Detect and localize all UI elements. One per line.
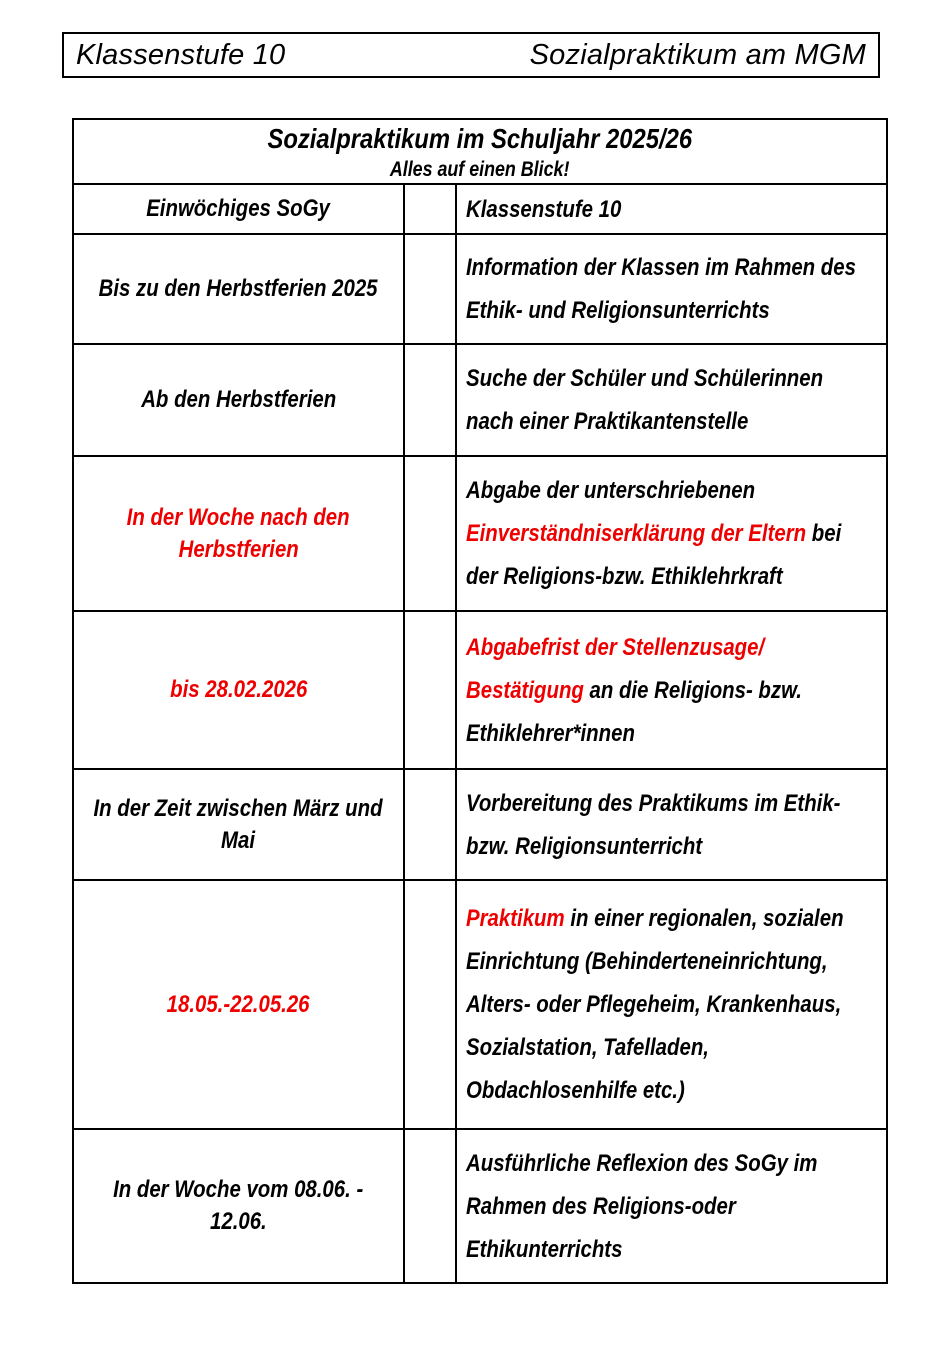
text-line	[113, 1174, 363, 1206]
text-segment: Ethiklehrer*innen	[466, 719, 635, 747]
text-line	[466, 400, 748, 443]
spacer-cell	[403, 612, 455, 768]
page-header-right: Sozialpraktikum am MGM	[529, 38, 866, 71]
date-cell	[74, 235, 403, 343]
schedule-table	[72, 118, 888, 1284]
text-line	[210, 1206, 267, 1238]
spacer-cell	[403, 457, 455, 610]
table-row	[74, 233, 886, 343]
table-row	[74, 455, 886, 610]
text-line	[127, 502, 350, 534]
date-cell	[74, 770, 403, 879]
text-line	[466, 246, 856, 289]
spacer-cell	[403, 345, 455, 455]
text-segment: Information der Klassen im Rahmen des	[466, 254, 856, 281]
date-cell	[74, 612, 403, 768]
spacer-cell	[403, 235, 455, 343]
text-line	[466, 1228, 622, 1271]
description-cell	[455, 770, 886, 879]
description-cell	[455, 345, 886, 455]
text-line	[466, 897, 844, 940]
text-segment: Bis zu den Herbstferien 2025	[99, 275, 378, 302]
description-cell	[455, 881, 886, 1128]
date-cell	[74, 1130, 403, 1282]
spacer-cell	[403, 185, 455, 233]
table-row	[74, 1128, 886, 1282]
date-cell	[74, 345, 403, 455]
text-segment: Herbstferien	[178, 535, 299, 563]
text-line	[466, 782, 840, 825]
spacer-cell	[403, 881, 455, 1128]
text-line	[178, 534, 298, 566]
text-segment: Ethikunterrichts	[466, 1235, 623, 1263]
description-cell	[455, 457, 886, 610]
text-segment: Einrichtung (Behinderteneinrichtung,	[466, 948, 828, 975]
table-row	[74, 879, 886, 1128]
text-segment: Vorbereitung des Praktikums im Ethik-	[466, 789, 841, 817]
text-line	[466, 512, 841, 555]
description-cell	[455, 185, 886, 233]
text-line	[466, 825, 702, 868]
text-line	[466, 669, 802, 712]
text-line	[94, 793, 383, 825]
text-line	[466, 940, 828, 983]
text-line	[466, 983, 841, 1026]
text-line	[466, 469, 755, 512]
text-segment: Obdachlosenhilfe etc.)	[466, 1077, 685, 1104]
page-header-left: Klassenstufe 10	[76, 38, 286, 71]
table-title: Sozialpraktikum im Schuljahr 2025/26	[267, 122, 693, 154]
text-line	[466, 357, 823, 400]
text-segment: nach einer Praktikantenstelle	[466, 408, 749, 435]
text-line	[466, 1185, 736, 1228]
text-segment: Ausführliche Reflexion des SoGy im	[466, 1149, 818, 1177]
spacer-cell	[403, 1130, 455, 1282]
date-cell	[74, 457, 403, 610]
text-segment: Klassenstufe 10	[466, 195, 622, 223]
text-segment: Einwöchiges SoGy	[146, 195, 331, 222]
text-line	[141, 384, 336, 416]
text-line	[221, 825, 255, 857]
text-line	[466, 1026, 709, 1069]
description-cell	[455, 235, 886, 343]
table-row	[74, 768, 886, 879]
text-segment: In der Zeit zwischen März und	[93, 794, 384, 822]
text-segment: bei	[806, 520, 842, 547]
text-line	[466, 626, 764, 669]
text-segment: In der Woche vom 08.06. -	[113, 1176, 364, 1203]
text-segment: Rahmen des Religions-oder	[466, 1192, 736, 1220]
text-segment: Abgabe der unterschriebenen	[466, 477, 756, 504]
text-segment: Suche der Schüler und Schülerinnen	[466, 365, 824, 392]
description-cell	[455, 1130, 886, 1282]
text-segment: 18.05.-22.05.26	[167, 990, 310, 1018]
text-segment: Sozialstation, Tafelladen,	[466, 1034, 709, 1061]
text-segment: in einer regionalen, sozialen	[564, 905, 844, 932]
text-segment: Ethik- und Religionsunterrichts	[466, 297, 770, 324]
text-line	[466, 1069, 685, 1112]
table-row	[74, 343, 886, 455]
text-line	[466, 188, 621, 231]
text-line	[170, 674, 307, 706]
table-title-cell	[74, 120, 886, 183]
text-segment: an die Religions- bzw.	[583, 676, 802, 704]
text-line	[147, 193, 331, 225]
text-segment: Ab den Herbstferien	[141, 386, 336, 413]
text-line	[466, 1142, 817, 1185]
text-segment: der Religions-bzw. Ethiklehrkraft	[466, 563, 783, 590]
text-segment: Praktikum	[466, 905, 565, 932]
date-cell	[74, 185, 403, 233]
text-segment: Einverständniserklärung der Eltern	[466, 520, 807, 547]
table-rows	[74, 183, 886, 1282]
table-row	[74, 610, 886, 768]
text-segment: Bestätigung	[466, 676, 584, 704]
spacer-cell	[403, 770, 455, 879]
text-segment: bzw. Religionsunterricht	[466, 832, 703, 860]
description-cell	[455, 612, 886, 768]
page-header-box	[62, 32, 880, 78]
text-line	[167, 989, 310, 1021]
text-line	[466, 555, 783, 598]
text-segment: bis 28.02.2026	[169, 676, 308, 703]
table-row	[74, 183, 886, 233]
text-segment: Mai	[221, 826, 256, 854]
text-line	[466, 712, 635, 755]
text-line	[99, 273, 378, 305]
text-segment: Alters- oder Pflegeheim, Krankenhaus,	[466, 991, 842, 1018]
text-segment: In der Woche nach den	[127, 503, 350, 531]
text-segment: Abgabefrist der Stellenzusage/	[466, 633, 765, 661]
table-subtitle: Alles auf einen Blick!	[390, 157, 570, 181]
text-segment: 12.06.	[210, 1208, 267, 1235]
date-cell	[74, 881, 403, 1128]
text-line	[466, 289, 770, 332]
